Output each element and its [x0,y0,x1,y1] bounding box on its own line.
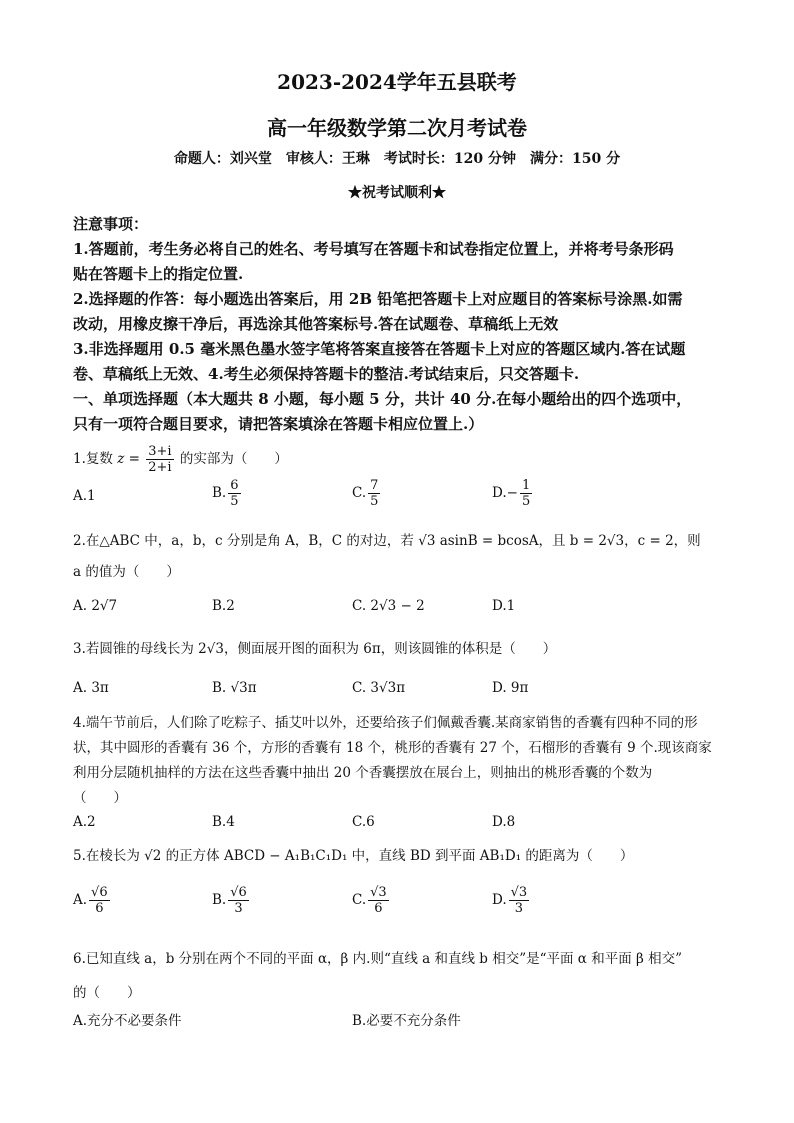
note-2-line-1: 2.选择题的作答：每小题选出答案后，用 2B 铅笔把答题卡上对应题目的答案标号涂黑.如需 [73,290,683,308]
q4-option-c: C.6 [352,814,375,830]
notes-heading: 注意事项： [73,215,149,233]
section-1-heading-line-2: 只有一项符合题目要求，请把答案填涂在答题卡相应位置上.） [73,415,484,433]
exam-meta: 命题人：刘兴堂 审核人：王琳 考试时长：120 分钟 满分：150 分 [173,151,621,167]
q1-option-a: A.1 [73,488,96,504]
q1-fraction-num: 3+i [148,444,172,459]
q1-option-d: D.− $\frac{1}{5}$ [492,478,531,509]
q5-option-b: B. $\frac{√6}{3}$ [212,885,247,916]
note-1-line-2: 贴在答题卡上的指定位置. [73,265,244,283]
exam-title: 2023-2024学年五县联考 [277,70,517,94]
q5-option-c: C. $\frac{√3}{6}$ [352,885,387,916]
question-4-line-1: 4.端午节前后，人们除了吃粽子、插艾叶以外，还要给孩子们佩戴香囊.某商家销售的香囊有四种不同的形 [73,715,698,731]
q1-option-c: C. $\frac{7}{5}$ [352,478,379,509]
section-1-heading-line-1: 一、单项选择题（本大题共 8 小题，每小题 5 分，共计 40 分.在每小题给出的四个选项中， [73,390,692,408]
note-3-line-1: 3.非选择题用 0.5 毫米黑色墨水签字笔将答案直接答在答题卡上对应的答题区域内.答在试题 [73,340,686,358]
question-3-line-1: 3.若圆锥的母线长为 2√3，侧面展开图的面积为 6π，则该圆锥的体积是（ ） [73,641,557,657]
exam-wish: ★祝考试顺利★ [348,185,446,201]
q1-var: z = [117,451,140,467]
question-4-line-3: 利用分层随机抽样的方法在这些香囊中抽出 20 个香囊摆放在展台上，则抽出的桃形香囊的个数为 [73,765,653,781]
question-4-line-2: 状，其中圆形的香囊有 36 个，方形的香囊有 18 个，桃形的香囊有 27 个，石榴形的香囊有 9 个.现该商家 [73,740,712,756]
q6-option-a: A.充分不必要条件 [73,1013,182,1029]
question-2-line-1: 2.在△ABC 中，a，b，c 分别是角 A，B，C 的对边，若 √3 asinB = bcosA，且 b = 2√3，c = 2，则 [73,533,701,549]
q3-option-a: A. 3π [73,680,109,696]
question-4-line-4: （ ） [73,790,127,806]
exam-subtitle: 高一年级数学第二次月考试卷 [267,116,527,140]
q5-option-a: A. $\frac{√6}{6}$ [73,885,108,916]
q3-option-b: B. √3π [212,680,257,696]
q1-suffix: 的实部为（ ） [179,451,288,467]
question-6-line-1: 6.已知直线 a，b 分别在两个不同的平面 α，β 内.则“直线 a 和直线 b 相交”是“平面 α 和平面 β 相交” [73,951,682,967]
q4-option-b: B.4 [212,814,235,830]
q1-prefix: 1.复数 [73,451,113,467]
question-2-line-2: a 的值为（ ） [73,564,180,580]
question-5-line-1: 5.在棱长为 √2 的正方体 ABCD − A₁B₁C₁D₁ 中，直线 BD 到平面 AB₁D₁ 的距离为（ ） [73,848,634,864]
q1-fraction-den: 2+i [148,460,172,475]
q6-option-b: B.必要不充分条件 [352,1013,461,1029]
question-6-line-2: 的（ ） [73,985,141,1001]
q2-option-a: A. 2√7 [73,598,118,614]
note-2-line-2: 改动，用橡皮擦干净后，再选涂其他答案标号.答在试题卷、草稿纸上无效 [73,315,559,333]
note-3-line-2: 卷、草稿纸上无效、4.考生必须保持答题卡的整洁.考试结束后，只交答题卡. [73,365,580,383]
q3-option-d: D. 9π [492,680,529,696]
q4-option-d: D.8 [492,814,516,830]
q1-option-b: B. $\frac{6}{5}$ [212,478,239,509]
note-1-line-1: 1.答题前，考生务必将自己的姓名、考号填写在答题卡和试卷指定位置上，并将考号条形码 [73,240,674,258]
q5-option-d: D. $\frac{√3}{3}$ [492,885,528,916]
question-1-stem [73,444,733,475]
q1-fraction [146,444,173,475]
q2-option-b: B.2 [212,598,235,614]
q4-option-a: A.2 [73,814,96,830]
q2-option-c: C. 2√3 − 2 [352,598,425,614]
q3-option-c: C. 3√3π [352,680,406,696]
q2-option-d: D.1 [492,598,516,614]
